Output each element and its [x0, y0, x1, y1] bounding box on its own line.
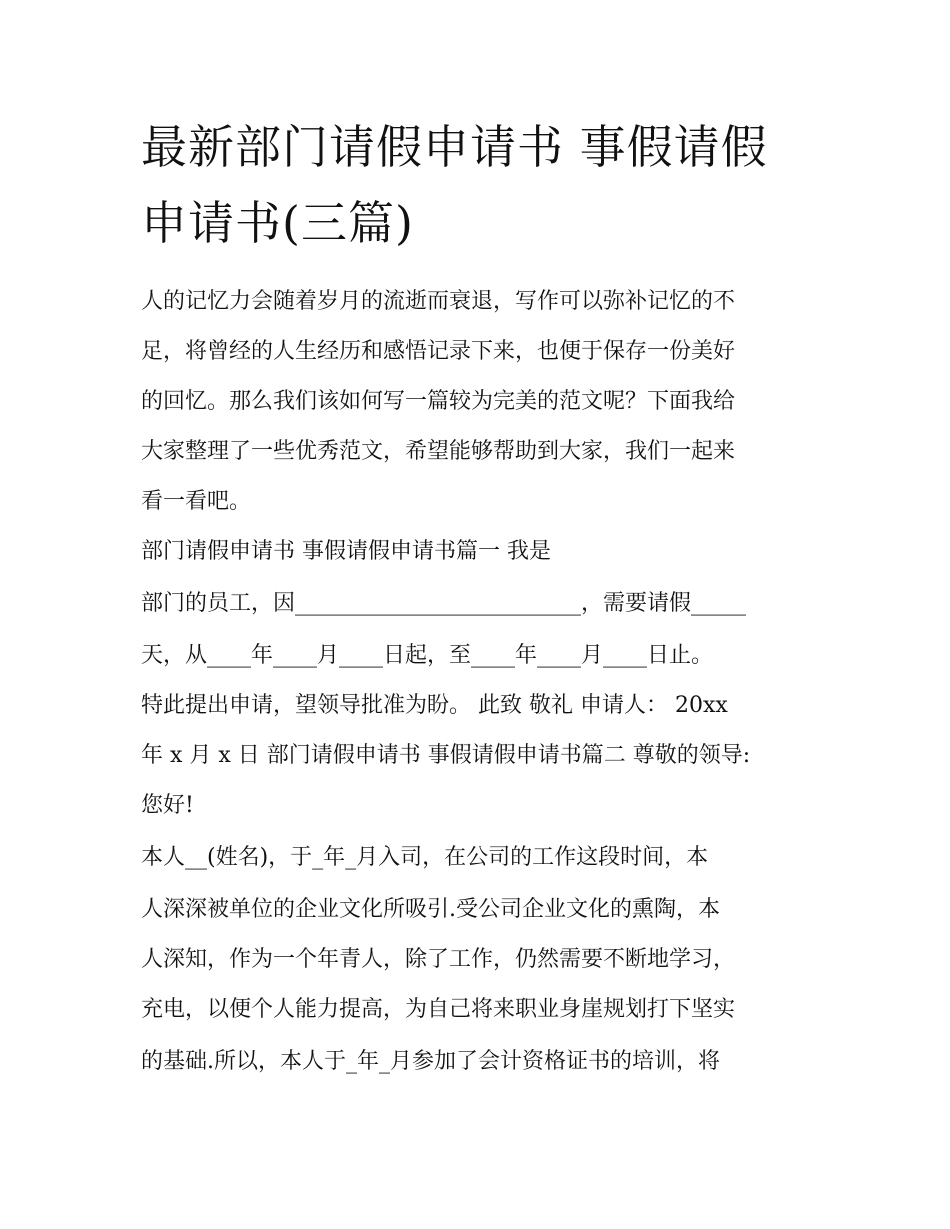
- body-line: 天，从____年____月____日起，至____年____月____日止。: [141, 643, 714, 668]
- body-line: 部门请假申请书 事假请假申请书篇一 我是: [141, 539, 551, 564]
- body-line: 大家整理了一些优秀范文，希望能够帮助到大家，我们一起来: [141, 439, 736, 464]
- body-line: 充电，以便个人能力提高，为自己将来职业身崖规划打下坚实: [141, 997, 736, 1022]
- body-line: 人深知，作为一个年青人，除了工作，仍然需要不断地学习，: [141, 947, 736, 972]
- body-line: 年 x 月 x 日 部门请假申请书 事假请假申请书篇二 尊敬的领导:: [141, 743, 751, 768]
- body-line: 人的记忆力会随着岁月的流逝而衰退，写作可以弥补记忆的不: [141, 289, 736, 314]
- body-line: 的回忆。那么我们该如何写一篇较为完美的范文呢？下面我给: [141, 389, 736, 414]
- body-line: 特此提出申请，望领导批准为盼。 此致 敬礼 申请人： 20xx: [141, 693, 728, 718]
- body-line: 人深深被单位的企业文化所吸引.受公司企业文化的熏陶，本: [141, 897, 720, 922]
- body-line: 足，将曾经的人生经历和感悟记录下来，也便于保存一份美好: [141, 339, 736, 364]
- body-line: 看一看吧。: [141, 489, 252, 514]
- body-line: 的基础.所以，本人于_年_月参加了会计资格证书的培训，将: [141, 1049, 720, 1074]
- document-title-line-2: 申请书(三篇): [141, 196, 414, 250]
- body-line: 部门的员工，因__________________________，需要请假_____: [141, 591, 747, 616]
- document-title-line-1: 最新部门请假申请书 事假请假: [141, 120, 768, 174]
- body-line: 本人__(姓名)，于_年_月入司，在公司的工作这段时间，本: [141, 845, 709, 870]
- body-line: 您好!: [141, 793, 194, 818]
